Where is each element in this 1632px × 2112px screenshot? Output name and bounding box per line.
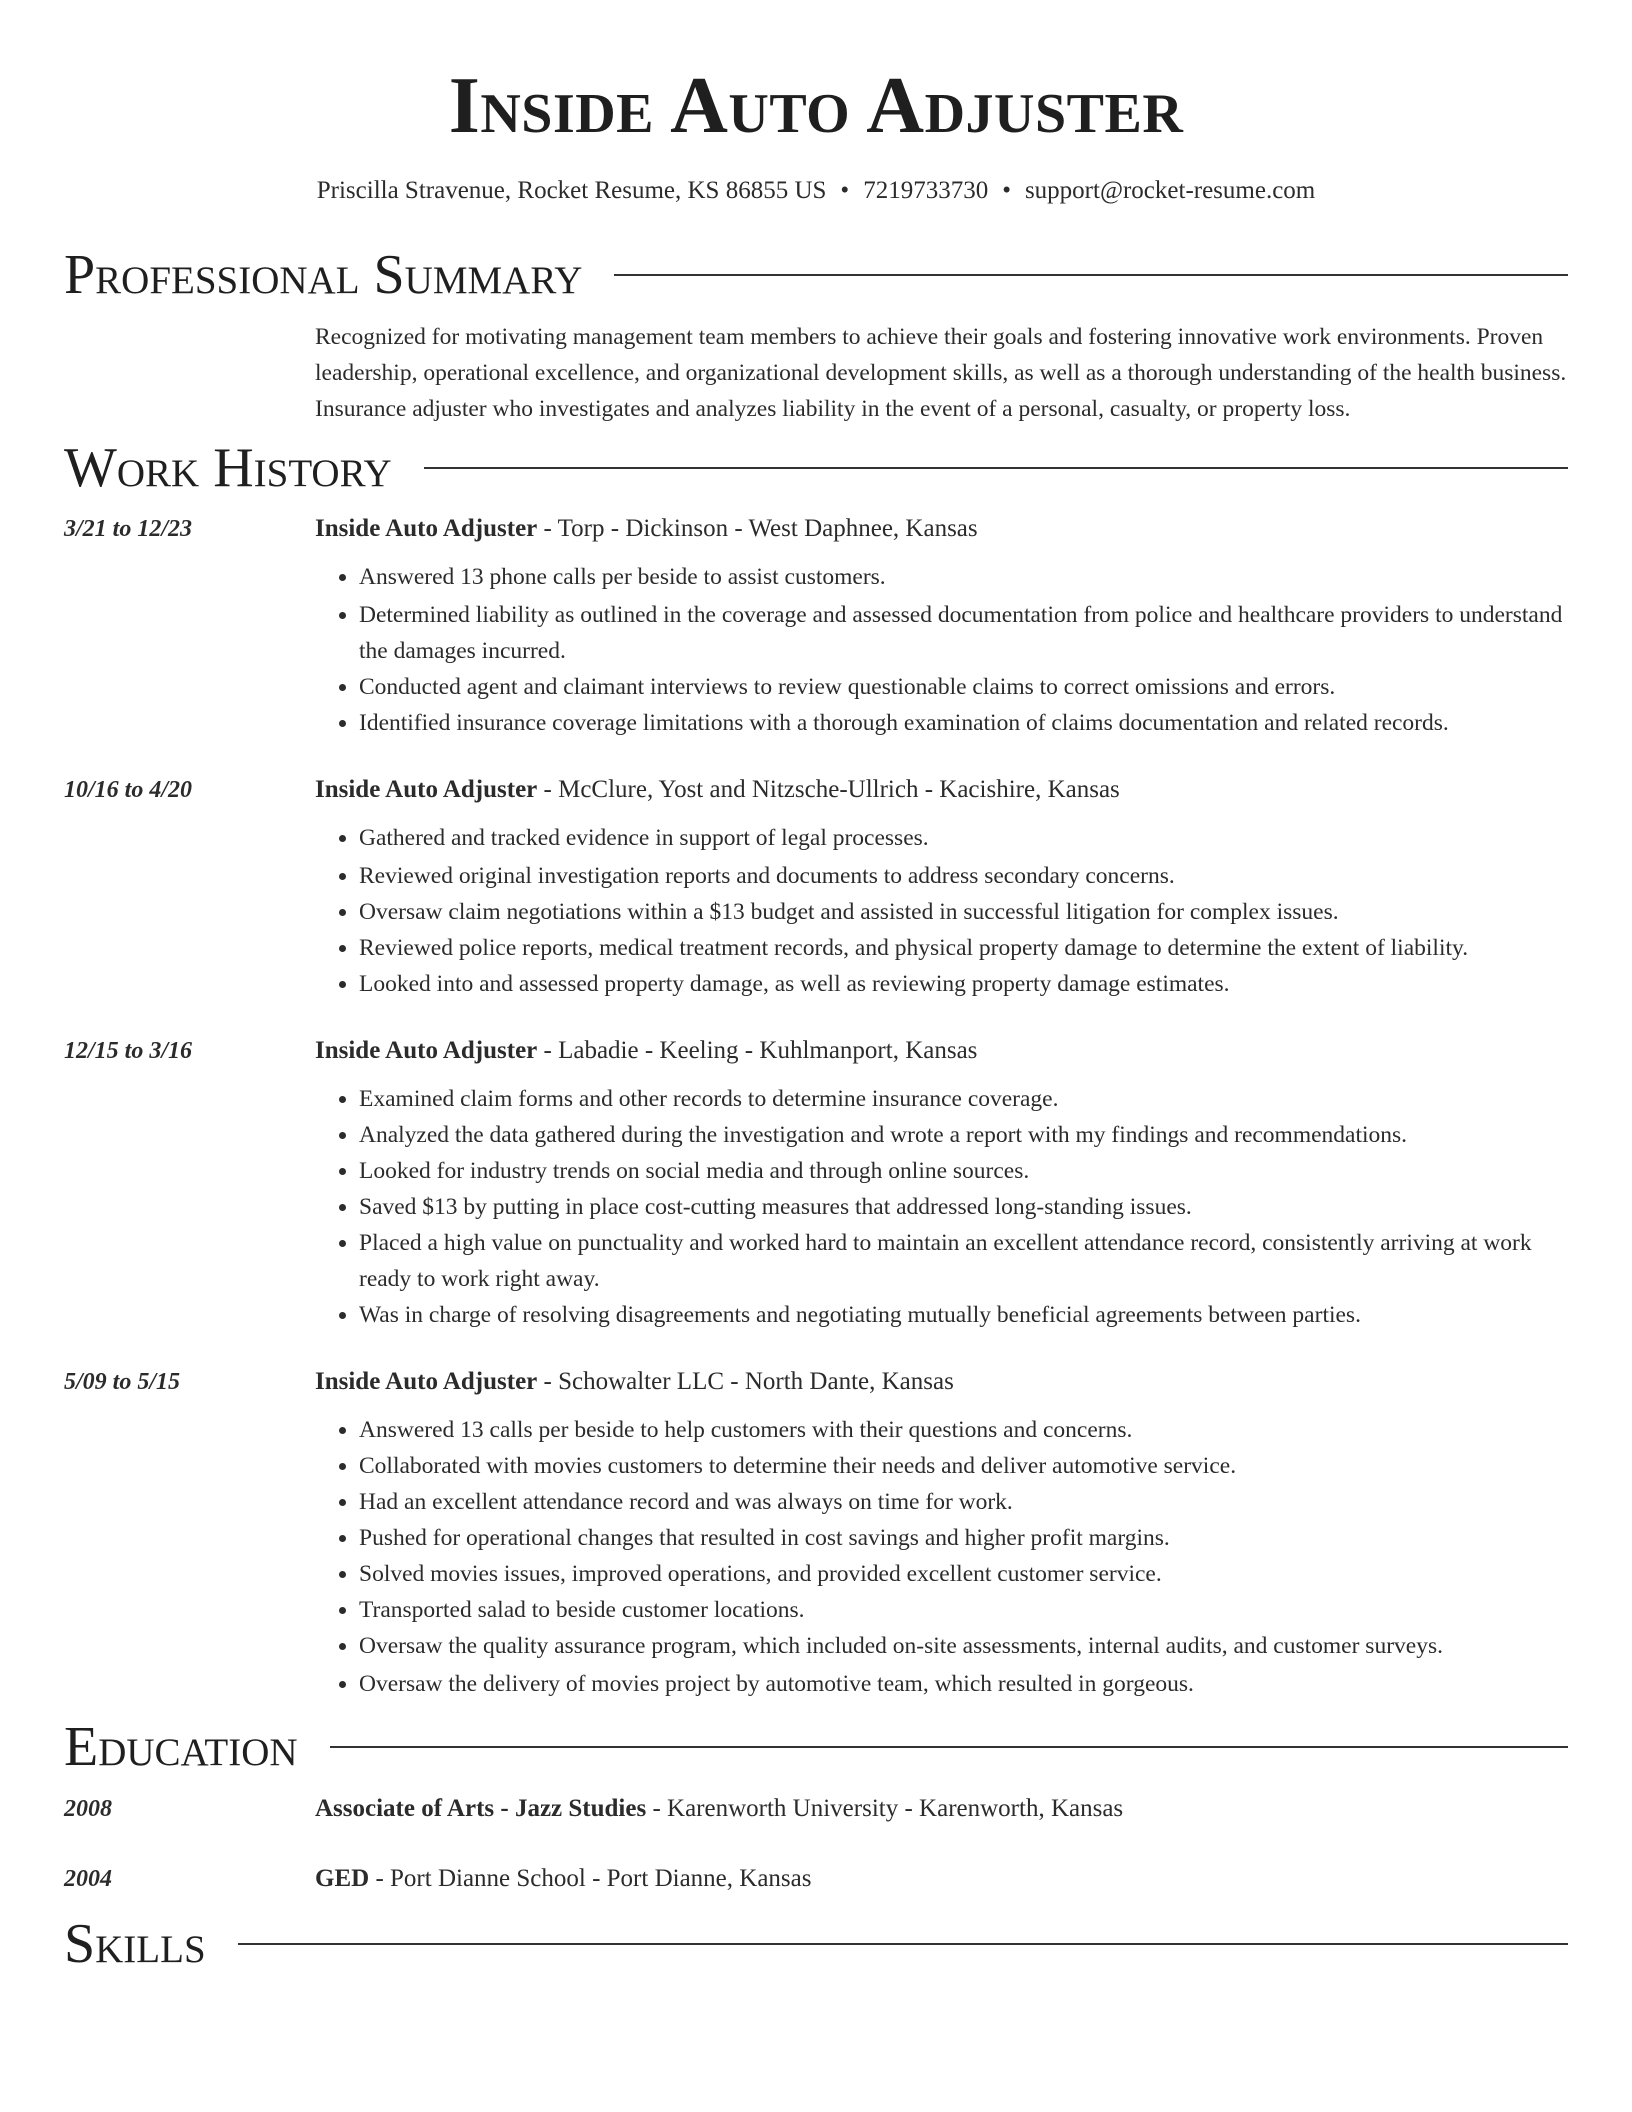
job-title: Inside Auto Adjuster (315, 1368, 538, 1395)
bullet-item: • Examined claim forms and other records to determine insurance coverage. (359, 1081, 1568, 1117)
bullet-item: • Reviewed original investigation reports and documents to address secondary concerns. (359, 858, 1568, 894)
education-details: - Karenworth University - Karenworth, Kansas (646, 1795, 1124, 1822)
contact-email: support@rocket-resume.com (1024, 177, 1316, 204)
bullet-item: • Oversaw the quality assurance program, which included on-site assessments, internal audits, and customer surveys. (359, 1628, 1568, 1664)
section-title-skills: Skills (64, 1913, 206, 1975)
education-year: 2004 (64, 1866, 112, 1892)
work-dates: 10/16 to 4/20 (64, 777, 193, 803)
section-header-education (64, 1714, 1568, 1780)
bullet-item: • Transported salad to beside customer locations. (359, 1592, 1568, 1628)
job-title: Inside Auto Adjuster (315, 776, 538, 803)
bullet-item: • Solved movies issues, improved operations, and provided excellent customer service. (359, 1556, 1568, 1592)
bullet-item: • Answered 13 phone calls per beside to assist customers. (359, 559, 1568, 595)
work-dates: 3/21 to 12/23 (64, 516, 193, 542)
bullet-item: • Determined liability as outlined in the coverage and assessed documentation from police and healthcare providers to understand the damages incurred. (359, 597, 1568, 669)
education-year: 2008 (64, 1796, 112, 1822)
work-entry (64, 1364, 1568, 1702)
contact-phone: 7219733730 (863, 177, 989, 204)
contact-separator: • (1002, 177, 1011, 204)
bullet-item: • Conducted agent and claimant interviews to review questionable claims to correct omissions and errors. (359, 669, 1568, 705)
section-header-work (64, 435, 1568, 501)
work-entry (64, 772, 1568, 1002)
bullet-item: • Was in charge of resolving disagreements and negotiating mutually beneficial agreements between parties. (359, 1297, 1568, 1333)
section-divider (330, 1746, 1568, 1748)
work-entries (64, 511, 1568, 1702)
section-title-education: Education (64, 1716, 298, 1778)
section-header-summary (64, 242, 1568, 308)
work-heading (315, 1364, 1568, 1400)
work-dates: 5/09 to 5/15 (64, 1369, 181, 1395)
work-bullets (315, 559, 1568, 741)
job-details: - McClure, Yost and Nitzsche-Ullrich - Kacishire, Kansas (537, 776, 1120, 803)
contact-separator: • (840, 177, 850, 204)
bullet-item: • Gathered and tracked evidence in support of legal processes. (359, 820, 1568, 856)
education-entry (64, 1791, 1568, 1827)
section-header-skills (64, 1911, 1568, 1977)
section-divider (238, 1943, 1568, 1945)
bullet-item: • Had an excellent attendance record and was always on time for work. (359, 1484, 1568, 1520)
work-bullets (315, 820, 1568, 1002)
bullet-item: • Collaborated with movies customers to determine their needs and deliver automotive service. (359, 1448, 1568, 1484)
job-details: - Labadie - Keeling - Kuhlmanport, Kansas (537, 1037, 978, 1064)
bullet-item: • Identified insurance coverage limitations with a thorough examination of claims documentation and related records. (359, 705, 1568, 741)
section-divider (424, 467, 1568, 469)
job-details: - Torp - Dickinson - West Daphnee, Kansas (537, 515, 978, 542)
bullet-item: • Looked for industry trends on social media and through online sources. (359, 1153, 1568, 1189)
section-divider (614, 274, 1568, 276)
contact-address: Priscilla Stravenue, Rocket Resume, KS 86855 US (316, 177, 827, 204)
education-heading (315, 1861, 1568, 1897)
work-entry (64, 1033, 1568, 1333)
bullet-item: • Oversaw the delivery of movies project by automotive team, which resulted in gorgeous. (359, 1666, 1568, 1702)
work-heading (315, 511, 1568, 547)
degree-name: Associate of Arts - Jazz Studies (315, 1795, 647, 1822)
education-entry (64, 1861, 1568, 1897)
job-details: - Schowalter LLC - North Dante, Kansas (537, 1368, 954, 1395)
section-title-summary: Professional Summary (64, 244, 583, 306)
work-bullets (315, 1412, 1568, 1702)
work-heading (315, 772, 1568, 808)
bullet-item: • Placed a high value on punctuality and worked hard to maintain an excellent attendance record, consistently arriving at work ready to work right away. (359, 1225, 1568, 1297)
resume-title: Inside Auto Adjuster (448, 62, 1184, 150)
bullet-item: • Reviewed police reports, medical treatment records, and physical property damage to determine the extent of liability. (359, 930, 1568, 966)
job-title: Inside Auto Adjuster (315, 1037, 538, 1064)
section-title-work: Work History (64, 437, 392, 499)
degree-name: GED (315, 1865, 370, 1892)
resume-page (64, 0, 1568, 1977)
work-heading (315, 1033, 1568, 1069)
education-heading (315, 1791, 1568, 1827)
summary-text: Recognized for motivating management team members to achieve their goals and fostering innovative work environments. Proven leadership, operational excellence, and organizational development skills, as well as a thorough understanding of the health business. Insurance adjuster who investigates and analyzes liability in the event of a personal, casualty, or property loss. (315, 324, 1567, 422)
contact-line (64, 176, 1568, 206)
work-dates: 12/15 to 3/16 (64, 1038, 193, 1064)
work-entry (64, 511, 1568, 741)
bullet-item: • Answered 13 calls per beside to help customers with their questions and concerns. (359, 1412, 1568, 1448)
bullet-item: • Looked into and assessed property damage, as well as reviewing property damage estimates. (359, 966, 1568, 1002)
bullet-item: • Oversaw claim negotiations within a $13 budget and assisted in successful litigation for complex issues. (359, 894, 1568, 930)
bullet-item: • Pushed for operational changes that resulted in cost savings and higher profit margins. (359, 1520, 1568, 1556)
work-bullets (315, 1081, 1568, 1333)
bullet-item: • Saved $13 by putting in place cost-cutting measures that addressed long-standing issues. (359, 1189, 1568, 1225)
bullet-item: • Analyzed the data gathered during the investigation and wrote a report with my findings and recommendations. (359, 1117, 1568, 1153)
education-details: - Port Dianne School - Port Dianne, Kansas (369, 1865, 812, 1892)
job-title: Inside Auto Adjuster (315, 515, 538, 542)
